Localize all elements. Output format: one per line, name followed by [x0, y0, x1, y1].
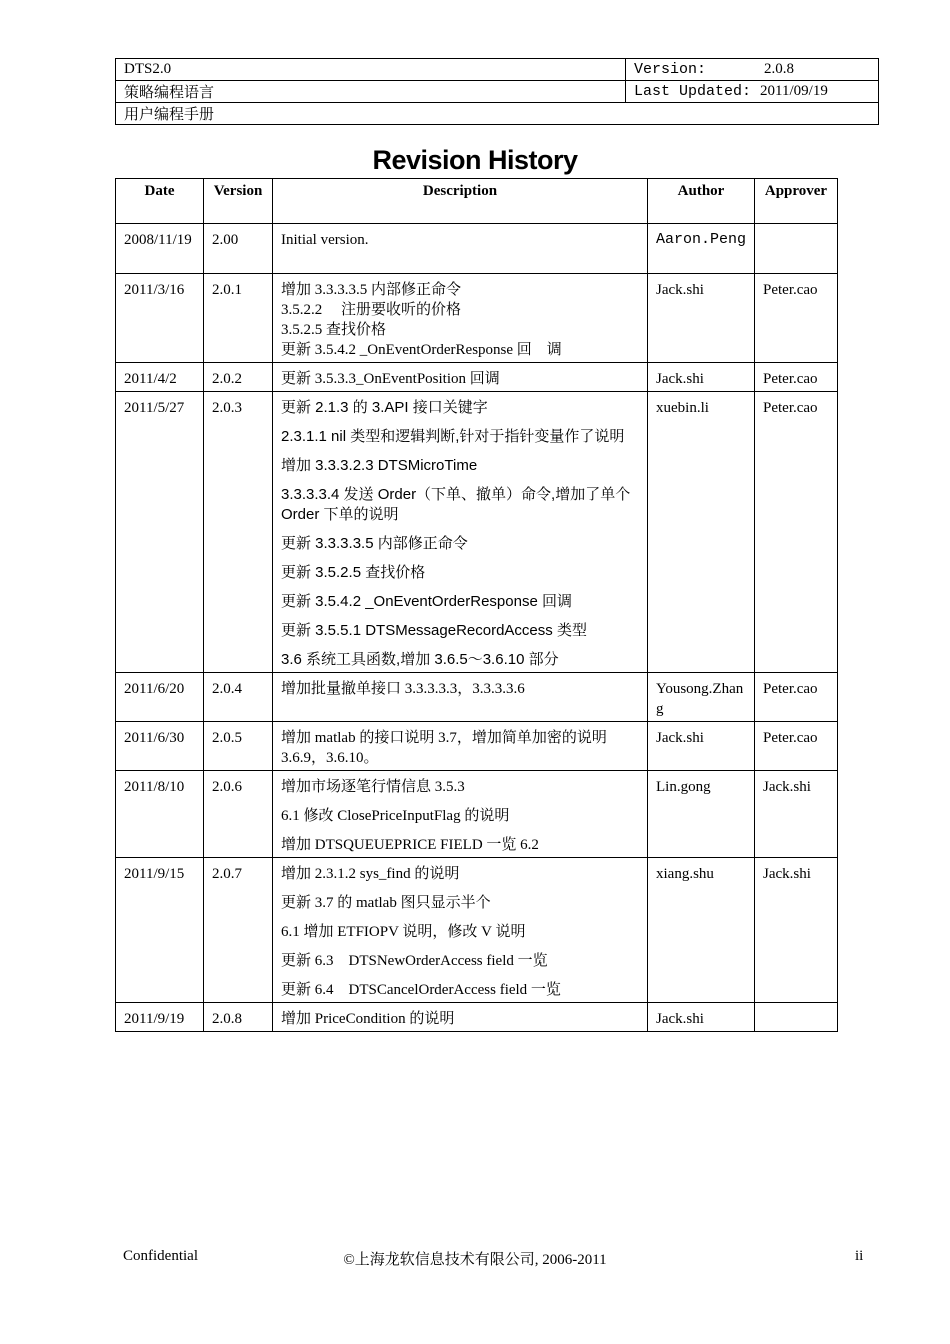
table-row [116, 673, 838, 722]
column-header-description: Description [273, 179, 648, 224]
row-description: Initial version. [273, 224, 648, 274]
table-row [116, 771, 838, 858]
revision-table [115, 178, 838, 1032]
table-row [116, 274, 838, 363]
page-title: Revision History [372, 145, 578, 175]
row-version: 2.0.5 [204, 722, 273, 771]
column-header-approver: Approver [755, 179, 838, 224]
column-header-version: Version [204, 179, 273, 224]
product-name: DTS2.0 [116, 59, 626, 81]
row-author: Aaron.Peng [648, 224, 755, 274]
row-approver: Peter.cao [755, 722, 838, 771]
row-version: 2.0.7 [204, 858, 273, 1003]
row-version: 2.00 [204, 224, 273, 274]
row-description: 更新 3.5.3.3_OnEventPosition 回调 [273, 363, 648, 392]
row-author: Jack.shi [648, 363, 755, 392]
row-description: 增加批量撤单接口 3.3.3.3.3，3.3.3.3.6 [273, 673, 648, 722]
table-row [116, 722, 838, 771]
row-version: 2.0.6 [204, 771, 273, 858]
row-date: 2011/6/30 [116, 722, 204, 771]
table-header-row [116, 179, 838, 224]
table-row [116, 1003, 838, 1032]
row-date: 2011/4/2 [116, 363, 204, 392]
row-author: Jack.shi [648, 722, 755, 771]
row-date: 2011/3/16 [116, 274, 204, 363]
row-description: 更新 2.1.3 的 3.API 接口关键字 2.3.1.1 nil 类型和逻辑判断,针对于指针变量作了说明 增加 3.3.3.2.3 DTSMicroTime 3.3.3.3.4 发送 Order（下单、撤单）命令,增加了单个 Order 下单的说明 更新 3.3.3.3.5 内部修正命令 更新 3.5.2.5 查找价格 更新 3.5.4.2 _OnEventOrderResponse 回调 更新 3.5.5.1 DTSMessageRecordAccess 类型 3.6 系统工具函数,增加 3.6.5～3.6.10 部分 [273, 392, 648, 673]
row-version: 2.0.4 [204, 673, 273, 722]
row-approver [755, 224, 838, 274]
footer-copyright: ©上海龙软信息技术有限公司, 2006-2011 [343, 1252, 607, 1268]
updated-value: 2011/09/19 [760, 83, 828, 99]
doc-type: 用户编程手册 [116, 103, 879, 125]
row-description: 增加 matlab 的接口说明 3.7，增加简单加密的说明 3.6.9，3.6.10。 [273, 722, 648, 771]
updated-cell [626, 81, 879, 103]
row-date: 2008/11/19 [116, 224, 204, 274]
column-header-date: Date [116, 179, 204, 224]
version-value: 2.0.8 [764, 61, 795, 77]
row-description: 增加市场逐笔行情信息 3.5.3 6.1 修改 ClosePriceInputFlag 的说明 增加 DTSQUEUEPRICE FIELD 一览 6.2 [273, 771, 648, 858]
row-author: xiang.shu [648, 858, 755, 1003]
row-author: Lin.gong [648, 771, 755, 858]
row-approver: Jack.shi [755, 771, 838, 858]
row-approver: Peter.cao [755, 392, 838, 673]
version-cell [626, 59, 879, 81]
row-approver: Peter.cao [755, 673, 838, 722]
table-row [116, 363, 838, 392]
row-version: 2.0.1 [204, 274, 273, 363]
row-description: 增加 3.3.3.3.5 内部修正命令 3.5.2.2 注册要收听的价格 3.5.2.5 查找价格 更新 3.5.4.2 _OnEventOrderResponse 回 调 [273, 274, 648, 363]
row-version: 2.0.8 [204, 1003, 273, 1032]
row-date: 2011/9/19 [116, 1003, 204, 1032]
row-author: Jack.shi [648, 274, 755, 363]
table-row [116, 224, 838, 274]
row-date: 2011/9/15 [116, 858, 204, 1003]
row-approver [755, 1003, 838, 1032]
row-author: xuebin.li [648, 392, 755, 673]
row-approver: Jack.shi [755, 858, 838, 1003]
row-approver: Peter.cao [755, 363, 838, 392]
row-date: 2011/6/20 [116, 673, 204, 722]
table-row [116, 392, 838, 673]
row-author: Yousong.Zhang [648, 673, 755, 722]
footer-page-number: ii [855, 1248, 864, 1264]
column-header-author: Author [648, 179, 755, 224]
updated-label: Last Updated: [634, 83, 752, 100]
row-date: 2011/5/27 [116, 392, 204, 673]
table-row [116, 858, 838, 1003]
row-author: Jack.shi [648, 1003, 755, 1032]
version-label: Version: [634, 61, 707, 78]
row-version: 2.0.3 [204, 392, 273, 673]
document-header [115, 58, 879, 125]
row-description: 增加 2.3.1.2 sys_find 的说明 更新 3.7 的 matlab 图只显示半个 6.1 增加 ETFIOPV 说明，修改 V 说明 更新 6.3 DTSNewOrderAccess field 一览 更新 6.4 DTSCancelOrderAccess field 一览 [273, 858, 648, 1003]
footer-confidential: Confidential [123, 1248, 198, 1264]
row-description: 增加 PriceCondition 的说明 [273, 1003, 648, 1032]
row-version: 2.0.2 [204, 363, 273, 392]
row-approver: Peter.cao [755, 274, 838, 363]
row-date: 2011/8/10 [116, 771, 204, 858]
doc-subtitle: 策略编程语言 [116, 81, 626, 103]
